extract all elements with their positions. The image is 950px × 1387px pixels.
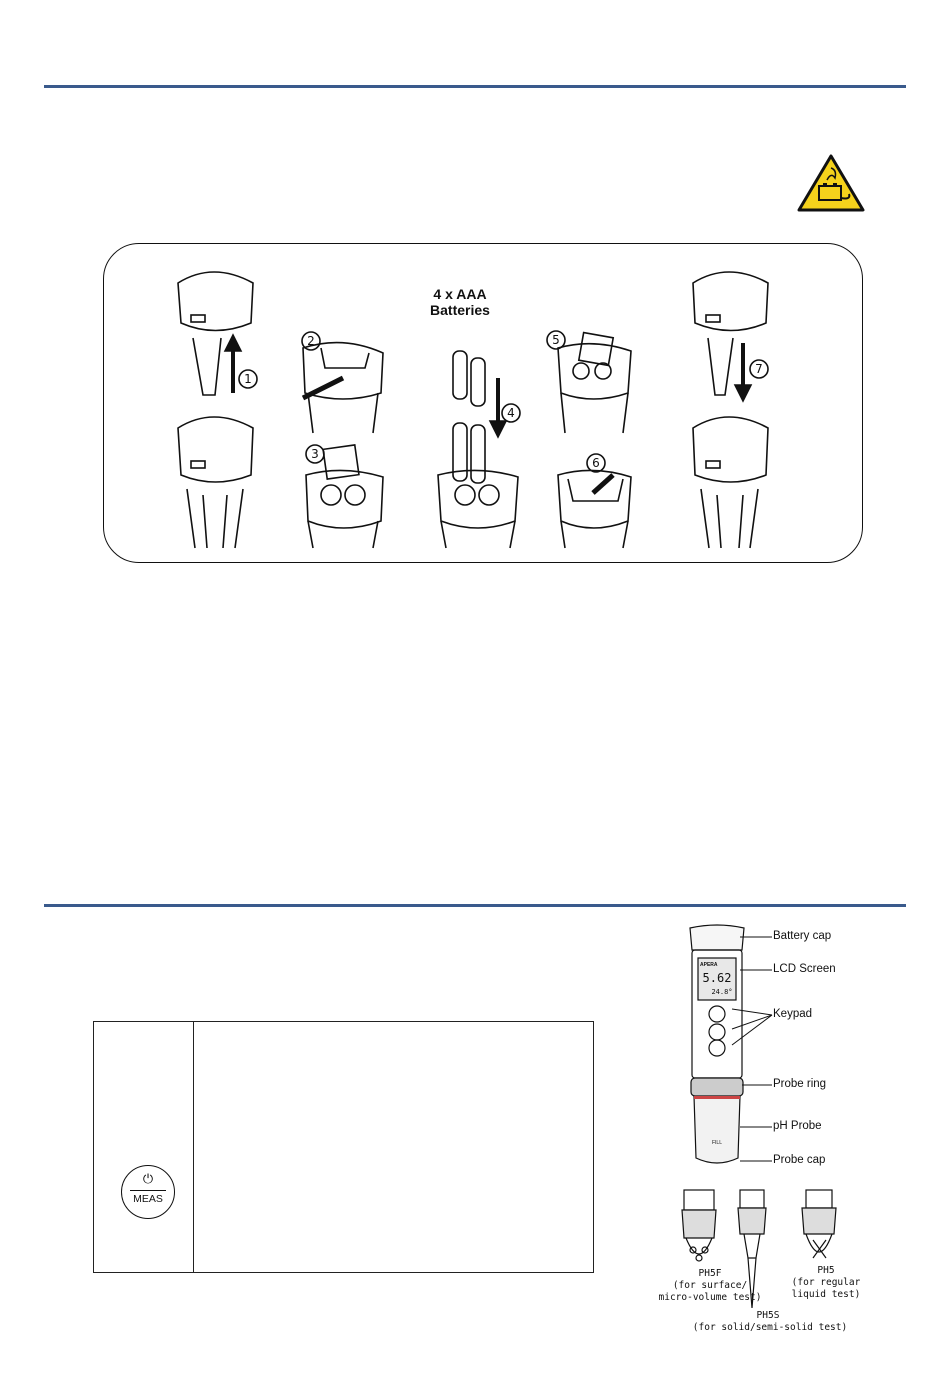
step-number: 1	[244, 372, 252, 386]
meter-step-2	[303, 343, 383, 433]
brand-label: APERA	[700, 962, 718, 968]
ph5s-name: PH5S	[756, 1310, 780, 1321]
callout-lcd-screen: LCD Screen	[773, 963, 836, 975]
battery-count-label: 4 x AAA	[433, 286, 487, 302]
table-column-divider	[193, 1022, 194, 1272]
section-divider-bottom	[44, 904, 906, 907]
aaa-batteries	[453, 351, 485, 483]
battery-steps-illustration	[103, 243, 863, 563]
ph5f-desc-1: (for surface/	[672, 1280, 748, 1291]
callout-leaders	[730, 925, 780, 1170]
power-icon: ⏻	[142, 1172, 154, 1187]
ph5-probe	[802, 1190, 836, 1258]
step-number: 7	[755, 362, 763, 376]
callout-battery-cap: Battery cap	[773, 930, 832, 942]
section-divider-top	[44, 85, 906, 88]
ph5f-name: PH5F	[698, 1268, 722, 1279]
meter-step-6	[558, 470, 631, 548]
meas-label: MEAS	[133, 1193, 163, 1205]
keypad-function-table	[93, 1021, 594, 1273]
fill-label: FILL	[711, 1140, 723, 1146]
callout-ph-probe: pH Probe	[773, 1120, 822, 1132]
battery-type-label: Batteries	[430, 302, 490, 318]
meter-base-1	[178, 417, 253, 548]
meter-step-4	[438, 470, 518, 548]
meter-base-7	[693, 417, 768, 548]
step-number: 2	[307, 334, 315, 348]
lcd-reading: 5.62	[702, 971, 732, 985]
ph5-desc-1: (for regular	[791, 1277, 861, 1288]
meas-button-icon	[121, 1165, 175, 1219]
battery-warning-icon	[797, 154, 865, 212]
meter-cap-placed	[693, 272, 768, 395]
ph5f-desc-2: micro-volume test)	[658, 1292, 762, 1303]
callout-probe-cap: Probe cap	[773, 1154, 826, 1166]
ph5-desc-2: liquid test)	[791, 1289, 861, 1300]
meter-cap-lifted	[178, 272, 253, 395]
ph5s-desc: (for solid/semi-solid test)	[692, 1322, 848, 1333]
step-number: 5	[552, 333, 560, 347]
lcd-temp: 24.8°	[711, 988, 733, 996]
step-number: 3	[311, 447, 319, 461]
ph5-name: PH5	[817, 1265, 835, 1276]
meter-step-5	[558, 333, 631, 433]
callout-keypad: Keypad	[773, 1008, 813, 1020]
callout-probe-ring: Probe ring	[773, 1078, 827, 1090]
ph5f-probe	[682, 1190, 716, 1261]
step-number: 6	[592, 456, 600, 470]
step-number: 4	[507, 406, 515, 420]
